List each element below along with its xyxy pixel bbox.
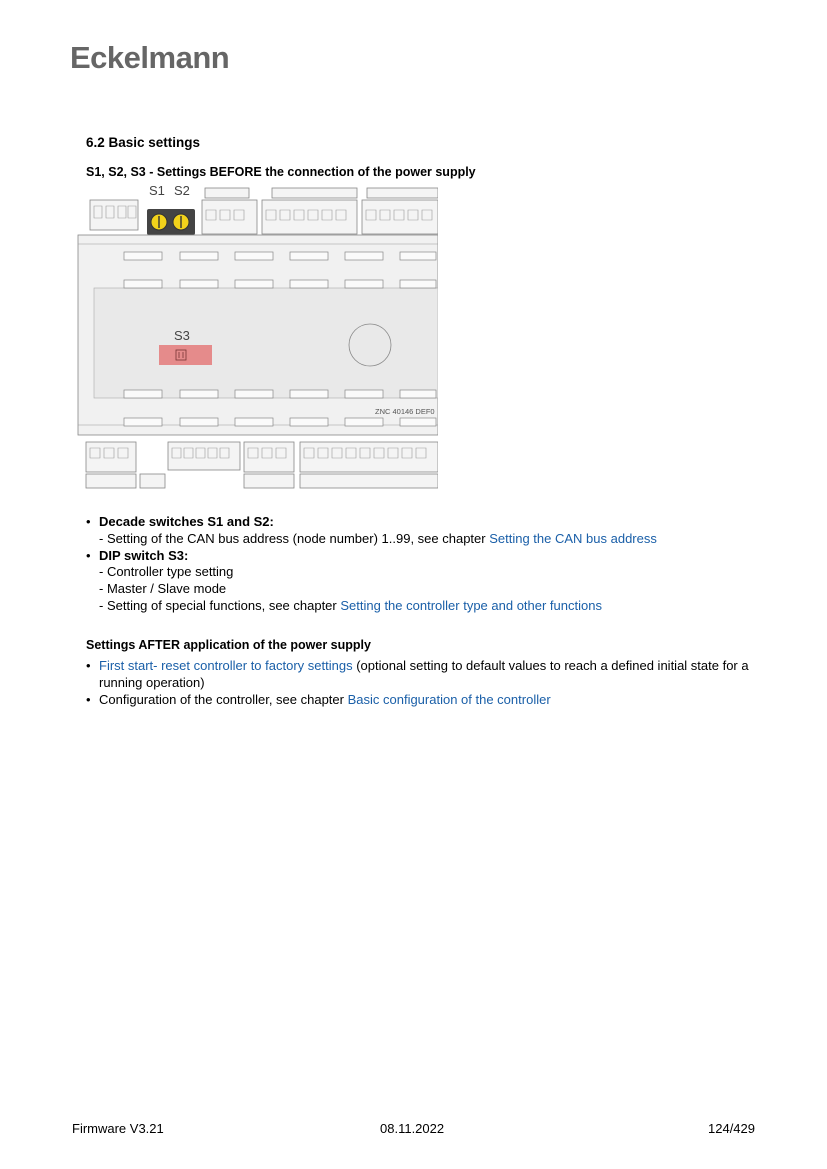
label-s2: S2 [174,183,190,198]
decade-switches-title: • Decade switches S1 and S2: [99,514,274,529]
decade-switches-desc [99,531,657,548]
link-controller-type[interactable]: Setting the controller type and other functions [340,597,602,613]
label-s1: S1 [149,183,165,198]
after-settings-list [86,658,766,708]
dip-desc-line2: - Master / Slave mode [99,581,227,597]
list-item [86,692,766,709]
list-item [86,658,766,692]
footer-date: 08.11.2022 [380,1121,445,1136]
dip-desc-line3 [99,598,657,615]
dip-desc-text: - Setting of special functions, see chapter [99,597,341,613]
list-item [86,548,657,615]
controller-figure [72,180,438,490]
dip-switch-title: • DIP switch S3: [99,547,189,563]
decade-desc-text: - Setting of the CAN bus address (node number) 1..99, see chapter [99,530,490,546]
settings-after-heading: Settings AFTER application of the power supply [86,638,371,652]
list-item [86,514,657,548]
link-first-start[interactable]: First start- reset controller to factory settings [99,658,353,673]
before-settings-list [86,514,657,615]
footer-firmware: Firmware V3.21 [72,1121,164,1136]
first-start-text: (optional setting to default values to reach a defined initial state for a running operation) [99,658,749,690]
settings-before-heading: S1, S2, S3 - Settings BEFORE the connection of the power supply [86,165,476,179]
eckelmann-logo: Eckelmann [70,40,230,75]
label-s3: S3 [174,328,190,343]
footer-page-number: 124/429 [708,1121,755,1136]
section-title: 6.2 Basic settings [86,135,201,150]
configuration-text: Configuration of the controller, see chapter [99,691,348,707]
dip-switch-s3-highlight [159,345,212,365]
dip-desc-line1: - Controller type setting [99,564,234,580]
link-basic-configuration[interactable]: Basic configuration of the controller [347,691,551,707]
link-can-bus-address[interactable]: Setting the CAN bus address [489,530,657,546]
device-code: ZNC 40146 DEF0 [375,407,435,416]
